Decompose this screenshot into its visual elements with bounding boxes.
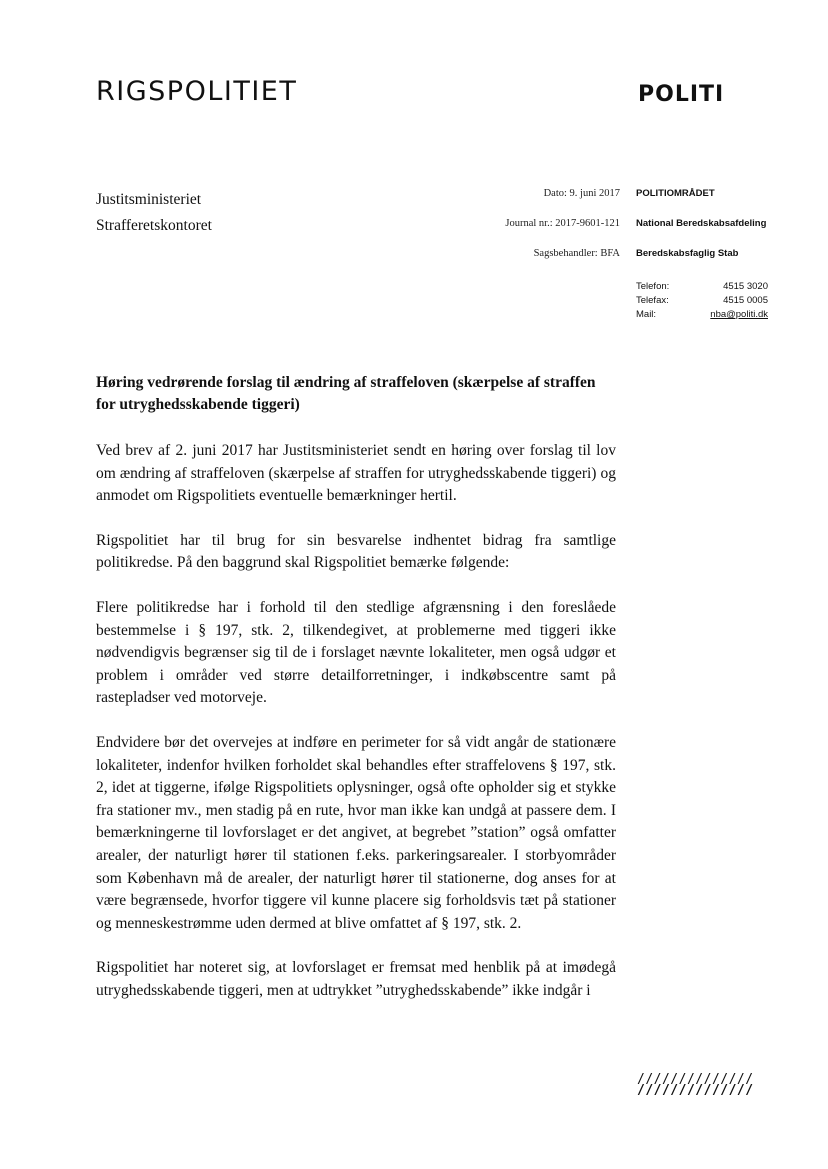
contact-label: Mail: bbox=[636, 309, 657, 320]
recipient-line-1: Justitsministeriet bbox=[96, 191, 202, 208]
contact-block bbox=[636, 280, 768, 322]
unit-politiomraadet: POLITIOMRÅDET bbox=[636, 188, 715, 199]
unit-stab: Beredskabsfaglig Stab bbox=[636, 248, 739, 259]
letter-body bbox=[96, 372, 616, 1024]
contact-phone bbox=[636, 280, 768, 294]
document-meta bbox=[505, 187, 620, 277]
stripes-thin: ////////////// bbox=[637, 1072, 754, 1087]
meta-handler: Sagsbehandler: BFA bbox=[533, 248, 620, 259]
recipient-line-2: Strafferetskontoret bbox=[96, 217, 212, 234]
paragraph-3: Flere politikredse har i forhold til den stedlige afgrænsning i den foreslåede bestemmelse i § 197, stk. 2, tilkendegivet, at problemerne med tiggeri ikke nødvendigvis begrænser sig til de i forslaget nævnte lokaliteter, men også udgør et problem i områder ved større detailforretninger, i indkøbscentre samt på rastepladser ved motorveje. bbox=[96, 598, 616, 707]
contact-label: Telefon: bbox=[636, 281, 670, 292]
contact-label: Telefax: bbox=[636, 295, 669, 306]
unit-beredskabsafdeling: National Beredskabsafdeling bbox=[636, 218, 767, 229]
stripes-bold: ////////////// bbox=[637, 1083, 754, 1098]
recipient-address bbox=[96, 187, 212, 239]
sender-info bbox=[636, 187, 768, 322]
contact-fax bbox=[636, 294, 768, 308]
paragraph-5: Rigspolitiet har noteret sig, at lovforslaget er fremsat med henblik på at imødegå utryghedsskabende tiggeri, men at udtrykket ”utryghedsskabende” ikke indgår i bbox=[96, 959, 616, 999]
politi-logo: POLITI bbox=[638, 82, 725, 107]
contact-value: 4515 0005 bbox=[723, 295, 768, 306]
letter-heading: Høring vedrørende forslag til ændring af straffeloven (skærpelse af straffen for utryghedsskabende tiggeri) bbox=[96, 374, 596, 413]
meta-journal: Journal nr.: 2017-9601-121 bbox=[505, 218, 620, 229]
mail-link[interactable]: nba@politi.dk bbox=[710, 309, 768, 320]
contact-value: 4515 3020 bbox=[723, 281, 768, 292]
meta-date: Dato: 9. juni 2017 bbox=[543, 188, 620, 199]
organization-name: RIGSPOLITIET bbox=[96, 76, 298, 107]
paragraph-2: Rigspolitiet har til brug for sin besvarelse indhentet bidrag fra samtlige politikredse. På den baggrund skal Rigspolitiet bemærke følgende: bbox=[96, 531, 616, 572]
paragraph-4: Endvidere bør det overvejes at indføre en perimeter for så vidt angår de stationære lokaliteter, indenfor hvilken forholdet skal behandles efter straffelovens § 197, stk. 2, idet at tiggerne, ifølge Rigspolitiets oplysninger, også ofte opholder sig et stykke fra stationer mv., men stadig på en rute, hvor man ikke kan undgå at passere dem. I bemærkningerne til lovforslaget er det angivet, at begrebet ”station” også omfatter arealer, der naturligt hører til stationen f.eks. parkeringsarealer. I storbyområder som København må de arealer, der naturligt hører til stationerne, dog anses for at være begrænsede, hvorfor tiggere vil kunne placere sig forholdsvis tæt på stationer og menneskestrømme uden dermed at blive omfattet af § 197, stk. 2. bbox=[96, 733, 616, 932]
politi-stripes-logo bbox=[637, 1073, 754, 1097]
paragraph-1: Ved brev af 2. juni 2017 har Justitsministeriet sendt en høring over forslag til lov om ændring af straffeloven (skærpelse af straffen for utryghedsskabende tiggeri) og anmodet om Rigspolitiets eventuelle bemærkninger hertil. bbox=[96, 442, 616, 505]
contact-mail bbox=[636, 308, 768, 322]
